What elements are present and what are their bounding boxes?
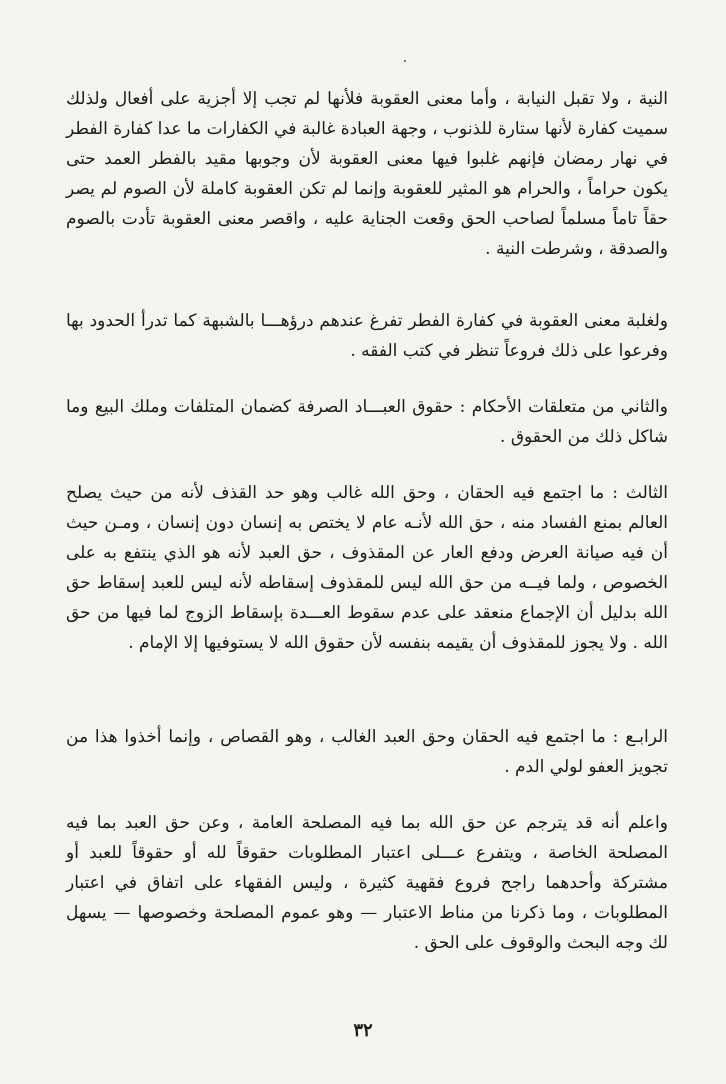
paragraph-fourth-category: الرابـع : ما اجتمع فيه الحقان وحق العبد الغالب ، وهو القصاص ، وإنما أخذوا هذا من تجويز العفو لولي الدم . <box>66 727 668 777</box>
paragraph-expiation-nature: النية ، ولا تقبل النيابة ، وأما معنى العقوبة فلأنها لم تجب إلا أجزية على أفعال ولذلك سميت كفارة لأنها ستارة للذنوب ، وجهة العبادة غالبة في الكفارات ما عدا كفارة الفطر في نهار رمضان فإنهم غلبوا فيها معنى العقوبة لأن وجوبها مقيد بالفطر العمد حتى يكون حراماً ، والحرام هو المثير للعقوبة وإنما لم تكن العقوبة كاملة لأن الصوم لم يصر حقاً تاماً مسلماً لصاحب الحق وقعت الجناية عليه ، واقصر معنى العقوبة تأدت بالصوم والصدقة ، وشرطت النية . <box>66 89 668 259</box>
paragraph-second-category: والثاني من متعلقات الأحكام : حقوق العبـــاد الصرفة كضمان المتلفات وملك البيع وما شاكل ذلك من الحقوق . <box>66 397 668 447</box>
paragraph-conclusion: واعلم أنه قد يترجم عن حق الله بما فيه المصلحة العامة ، وعن حق العبد بما فيه المصلحة الخاصة ، ويتفرع عـــلى اعتبار المطلوبات حقوقاً لله أو حقوقاً للعبد أو مشتركة وأحدهما راجح فروع فقهية كثيرة ، وليس الفقهاء على اتفاق في اعتبار المطلوبات ، وما ذكرنا من مناط الاعتبار — وهو عموم المصلحة وخصوصها — يسهل لك وجه البحث والوقوف على الحق . <box>66 813 668 953</box>
paragraph-fasting-expiation: ولغلبة معنى العقوبة في كفارة الفطر تفرغ عندهم درؤهـــا بالشبهة كما تدرأ الحدود بها وفرعوا على ذلك فروعاً تنظر في كتب الفقه . <box>66 311 668 361</box>
page-number: ٣٢ <box>353 1020 373 1041</box>
print-speck <box>404 60 406 62</box>
paragraph-third-category: الثالث : ما اجتمع فيه الحقان ، وحق الله غالب وهو حد القذف لأنه من حيث يصلح العالم بمنع الفساد منه ، حق الله لأنـه عام لا يختص به إنسان دون إنسان ، ومـن حيث أن فيه صيانة العرض ودفع العار عن المقذوف ، حق العبد لأنه هو الذي ينتفع به على الخصوص ، ولما فيــه من حق الله ليس للمقذوف إسقاطه لأنه ليس للعبد إسقاط حق الله بدليل أن الإجماع منعقد على عدم سقوط العـــدة بإسقاط الزوج لما فيها من حق الله . ولا يجوز للمقذوف أن يقيمه بنفسه لأن حقوق الله لا يستوفيها إلا الإمام . <box>66 483 668 653</box>
